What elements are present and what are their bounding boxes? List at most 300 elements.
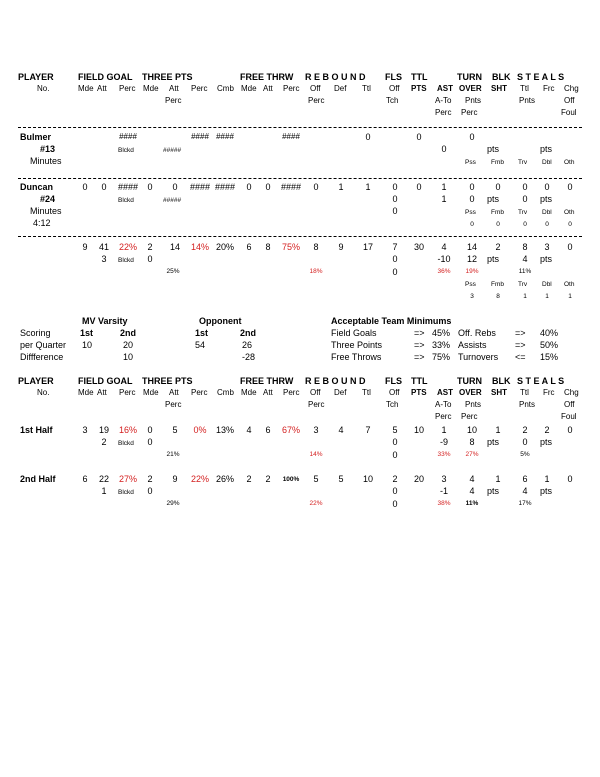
half1-stat-18: 2 (522, 425, 528, 435)
quarter-opp-1st-head: 1st (195, 328, 209, 338)
duncan-steal-val-4: 0 (568, 221, 572, 228)
half2-stat-7: 2 (246, 474, 252, 484)
totals-stat-14: 30 (413, 242, 425, 252)
top-h2-12: Def (334, 84, 347, 93)
half1-stat-1: 19 (98, 425, 110, 435)
bottom-h2-0: No. (37, 388, 50, 397)
totals-r3-4: 19% (465, 268, 479, 275)
half2-r2-6: pts (487, 486, 500, 496)
duncan-r2-0: 0 (392, 194, 398, 204)
totals-stat-1: 41 (98, 242, 110, 252)
top-h1-9: S T E A L S (517, 72, 565, 82)
half2-r3-4: 11% (465, 500, 479, 507)
top-h3-3: A-To (435, 96, 452, 105)
bottom-h1-8: BLK (492, 376, 511, 386)
top-h1-1: FIELD GOAL (78, 72, 133, 82)
half2-stat-18: 6 (522, 474, 528, 484)
half2-r3-0: 29% (166, 500, 180, 507)
top-h2-7: Cmb (217, 84, 234, 93)
minimums-r0-c5: 40% (540, 328, 559, 338)
totals-r3-5: 11% (518, 268, 532, 275)
duncan-stat-12: 1 (365, 182, 371, 192)
totals-steal-sub-3: Dbl (542, 281, 552, 288)
bottom-h2-15: PTS (411, 388, 427, 397)
quarter-label-0: Scoring (20, 328, 51, 338)
bottom-h2-2: Att (97, 388, 107, 397)
half2-stat-10: 5 (313, 474, 319, 484)
quarter-mv-1st-head: 1st (80, 328, 94, 338)
top-h2-3: Perc (119, 84, 136, 93)
minimums-r1-c1: => (414, 340, 425, 350)
duncan-stat-7: 0 (246, 182, 252, 192)
bulmer-steal-sub-3: Dbl (542, 159, 552, 166)
half2-r3-2: 0 (392, 499, 398, 509)
totals-steal-sub-2: Trv (518, 281, 528, 288)
totals-r3-3: 36% (437, 268, 451, 275)
bottom-h2-21: Chg (564, 388, 579, 397)
totals-stat-0: 9 (82, 242, 88, 252)
totals-stat-17: 2 (495, 242, 501, 252)
totals-stat-5: 14% (190, 242, 210, 252)
top-h1-5: FLS (385, 72, 402, 82)
top-h4-0: Perc (435, 108, 452, 117)
bulmer-steal-sub-1: Fmb (491, 159, 504, 166)
player-name-duncan: Duncan (20, 182, 54, 192)
top-h2-0: No. (37, 84, 50, 93)
bottom-h2-20: Frc (543, 388, 555, 397)
minimums-r0-c0: Field Goals (331, 328, 377, 338)
bottom-h4-0: Perc (435, 412, 452, 421)
duncan-stat-14: 0 (416, 182, 422, 192)
bulmer-pts-1: pts (487, 144, 500, 154)
half2-stat-14: 20 (413, 474, 425, 484)
top-h3-4: Pnts (465, 96, 482, 105)
top-h3-1: Perc (308, 96, 325, 105)
bottom-h2-16: AST (437, 388, 453, 397)
half1-stat-11: 4 (338, 425, 344, 435)
half1-stat-7: 4 (246, 425, 252, 435)
top-h2-21: Chg (564, 84, 579, 93)
top-h1-2: THREE PTS (142, 72, 193, 82)
minimums-r1-c0: Three Points (331, 340, 383, 350)
top-h2-2: Att (97, 84, 107, 93)
half2-r3-5: 17% (518, 500, 532, 507)
bulmer-blckd-hash: ##### (163, 147, 182, 154)
totals-r3-2: 0 (392, 267, 398, 277)
half1-stat-3: 0 (147, 425, 153, 435)
totals-steal-val-2: 1 (523, 293, 527, 300)
minimums-r2-c3: Turnovers (458, 352, 499, 362)
bottom-h2-12: Def (334, 388, 347, 397)
duncan-stat-17: 0 (495, 182, 501, 192)
top-h2-20: Frc (543, 84, 555, 93)
half1-stat-8: 6 (265, 425, 271, 435)
top-h1-3: FREE THRW (240, 72, 294, 82)
bottom-h1-2: THREE PTS (142, 376, 193, 386)
bottom-h2-6: Perc (191, 388, 208, 397)
duncan-steal-sub-4: Oth (564, 209, 575, 216)
bottom-h1-3: FREE THRW (240, 376, 294, 386)
half1-stat-15: 1 (441, 425, 447, 435)
half2-label: 2nd Half (20, 474, 56, 484)
top-h2-6: Perc (191, 84, 208, 93)
totals-stat-18: 8 (522, 242, 528, 252)
half2-r2-0: 1 (101, 486, 107, 496)
half2-stat-20: 0 (567, 474, 573, 484)
bottom-h2-11: Off (310, 388, 321, 397)
bottom-h3-2: Tch (386, 400, 399, 409)
bottom-h1-6: TTL (411, 376, 428, 386)
duncan-stat-10: 0 (313, 182, 319, 192)
bulmer-ft-perc: #### (282, 132, 300, 141)
bottom-h3-6: Off (564, 400, 575, 409)
bottom-h1-1: FIELD GOAL (78, 376, 133, 386)
half1-r2-6: pts (487, 437, 500, 447)
player-number-bulmer: #13 (40, 144, 56, 154)
duncan-stat-20: 0 (567, 182, 573, 192)
duncan-steal-val-2: 0 (523, 221, 527, 228)
bottom-h2-13: Ttl (362, 388, 371, 397)
totals-r2-4: -10 (437, 254, 451, 264)
half1-r2-3: 0 (392, 437, 398, 447)
bottom-h3-4: Pnts (465, 400, 482, 409)
bottom-h3-0: Perc (165, 400, 182, 409)
duncan-blckd-hash: ##### (163, 197, 182, 204)
duncan-r2-1: 1 (441, 194, 447, 204)
top-h2-13: Ttl (362, 84, 371, 93)
top-h2-17: OVER (459, 84, 482, 93)
minimums-r0-c3: Off. Rebs (458, 328, 496, 338)
totals-stat-9: 75% (281, 242, 301, 252)
half2-r3-1: 22% (309, 500, 323, 507)
minimums-r0-c4: => (515, 328, 526, 338)
totals-r2-2: 0 (147, 254, 153, 264)
bottom-h2-3: Perc (119, 388, 136, 397)
minimums-r1-c4: => (515, 340, 526, 350)
half2-stat-0: 6 (82, 474, 88, 484)
bulmer-steal-sub-4: Oth (564, 159, 575, 166)
top-h2-8: Mde (241, 84, 257, 93)
quarter-opp-1st: 54 (195, 340, 206, 350)
half2-stat-4: 9 (172, 474, 178, 484)
half2-stat-13: 2 (392, 474, 398, 484)
half1-r2-7: 0 (522, 437, 528, 447)
bottom-h2-10: Perc (283, 388, 300, 397)
totals-r2-0: 3 (101, 254, 107, 264)
top-h1-8: BLK (492, 72, 511, 82)
duncan-stat-16: 0 (469, 182, 475, 192)
minimums-r2-c4: <= (515, 352, 526, 362)
player-name-bulmer: Bulmer (20, 132, 52, 142)
quarter-mv-1st: 10 (82, 340, 93, 350)
duncan-r3-0: 0 (392, 206, 398, 216)
totals-r2-5: 12 (466, 254, 478, 264)
half1-stat-14: 10 (413, 425, 425, 435)
half2-r2-7: 4 (522, 486, 528, 496)
totals-steal-val-3: 1 (545, 293, 549, 300)
bulmer-fg-perc: #### (119, 132, 137, 141)
duncan-steal-val-1: 0 (496, 221, 500, 228)
half2-stat-5: 22% (190, 474, 210, 484)
totals-steal-val-0: 3 (470, 293, 474, 300)
totals-r2-7: 4 (522, 254, 528, 264)
half2-r3-3: 38% (437, 500, 451, 507)
duncan-stat-0: 0 (82, 182, 88, 192)
bottom-h1-4: R E B O U N D (305, 376, 366, 386)
bottom-h4-2: Foul (561, 412, 577, 421)
minimums-r0-c1: => (414, 328, 425, 338)
top-h4-2: Foul (561, 108, 577, 117)
half2-stat-15: 3 (441, 474, 447, 484)
duncan-blckd: Blckd (118, 197, 134, 204)
half1-r2-0: 2 (101, 437, 107, 447)
duncan-stat-1: 0 (101, 182, 107, 192)
totals-r2-3: 0 (392, 254, 398, 264)
bulmer-reb-ttl: 0 (365, 132, 371, 142)
divider-top (18, 127, 582, 128)
top-h2-16: AST (437, 84, 453, 93)
totals-r2-6: pts (487, 254, 500, 264)
top-h1-6: TTL (411, 72, 428, 82)
bottom-h2-18: SHT (491, 388, 507, 397)
top-h2-5: Att (169, 84, 179, 93)
totals-steal-val-1: 8 (496, 293, 500, 300)
quarter-mv-title: MV Varsity (82, 316, 128, 326)
quarter-mv-diff: 10 (123, 352, 134, 362)
duncan-stat-9: #### (280, 182, 302, 192)
bulmer-ast: 0 (441, 144, 447, 154)
minutes-label-duncan: Minutes (30, 206, 62, 216)
duncan-stat-3: 0 (147, 182, 153, 192)
duncan-stat-6: #### (214, 182, 236, 192)
bottom-h3-3: A-To (435, 400, 452, 409)
duncan-steal-sub-2: Trv (518, 209, 528, 216)
totals-r2-8: pts (540, 254, 553, 264)
totals-stat-3: 2 (147, 242, 153, 252)
totals-steal-sub-4: Oth (564, 281, 575, 288)
half2-r2-5: 4 (469, 486, 475, 496)
duncan-stat-15: 1 (441, 182, 447, 192)
divider-bulmer (18, 178, 582, 179)
half2-blckd: Blckd (118, 489, 134, 496)
bottom-h2-14: Off (389, 388, 400, 397)
duncan-steal-sub-0: Pss (465, 209, 476, 216)
minimums-r1-c3: Assists (458, 340, 487, 350)
duncan-stat-11: 1 (338, 182, 344, 192)
bottom-h2-19: Ttl (520, 388, 529, 397)
minimums-r2-c5: 15% (540, 352, 559, 362)
top-h1-7: TURN (457, 72, 482, 82)
top-h2-14: Off (389, 84, 400, 93)
totals-stat-12: 17 (362, 242, 374, 252)
quarter-opp-2nd-head: 2nd (240, 328, 257, 338)
totals-stat-10: 8 (313, 242, 319, 252)
half1-stat-20: 0 (567, 425, 573, 435)
quarter-opp-title: Opponent (199, 316, 242, 326)
minutes-value-duncan: 4:12 (33, 218, 51, 228)
bottom-h1-7: TURN (457, 376, 482, 386)
duncan-r2-4: 0 (522, 194, 528, 204)
top-h2-4: Mde (143, 84, 159, 93)
half1-stat-12: 7 (365, 425, 371, 435)
bulmer-cmb: #### (216, 132, 234, 141)
minimums-r2-c2: 75% (432, 352, 451, 362)
top-h2-19: Ttl (520, 84, 529, 93)
minimums-r2-c0: Free Throws (331, 352, 382, 362)
half1-r3-2: 0 (392, 450, 398, 460)
half2-r2-2: 0 (147, 486, 153, 496)
half1-r3-1: 14% (309, 451, 323, 458)
half1-label: 1st Half (20, 425, 53, 435)
totals-stat-16: 14 (466, 242, 478, 252)
top-h2-11: Off (310, 84, 321, 93)
bulmer-steal-sub-2: Trv (518, 159, 528, 166)
half1-stat-0: 3 (82, 425, 88, 435)
half1-stat-16: 10 (466, 425, 478, 435)
half2-stat-12: 10 (362, 474, 374, 484)
bulmer-turn: 0 (469, 132, 475, 142)
totals-stat-7: 6 (246, 242, 252, 252)
half2-stat-17: 1 (495, 474, 501, 484)
bulmer-pts-2: pts (540, 144, 553, 154)
top-h2-1: Mde (78, 84, 94, 93)
half2-stat-8: 2 (265, 474, 271, 484)
bottom-h1-5: FLS (385, 376, 402, 386)
minimums-r1-c5: 50% (540, 340, 559, 350)
half2-stat-1: 22 (98, 474, 110, 484)
bottom-h2-8: Mde (241, 388, 257, 397)
minimums-r0-c2: 45% (432, 328, 451, 338)
bottom-h2-1: Mde (78, 388, 94, 397)
quarter-opp-2nd: 26 (242, 340, 253, 350)
bottom-h2-4: Mde (143, 388, 159, 397)
totals-stat-11: 9 (338, 242, 344, 252)
half1-r3-3: 33% (437, 451, 451, 458)
totals-steal-sub-1: Fmb (491, 281, 504, 288)
top-h1-0: PLAYER (18, 72, 54, 82)
totals-r3-0: 25% (166, 268, 180, 275)
half1-r2-4: -9 (439, 437, 449, 447)
totals-stat-13: 7 (392, 242, 398, 252)
quarter-mv-2nd-head: 2nd (120, 328, 137, 338)
duncan-steal-sub-3: Dbl (542, 209, 552, 216)
totals-stat-15: 4 (441, 242, 447, 252)
half2-stat-3: 2 (147, 474, 153, 484)
bulmer-fls: 0 (416, 132, 422, 142)
half2-r2-8: pts (540, 486, 553, 496)
duncan-stat-19: 0 (544, 182, 550, 192)
bottom-h2-9: Att (263, 388, 273, 397)
top-h1-4: R E B O U N D (305, 72, 366, 82)
duncan-stat-8: 0 (265, 182, 271, 192)
half2-stat-6: 26% (215, 474, 235, 484)
minutes-label-bulmer: Minutes (30, 156, 62, 166)
bulmer-three-perc: #### (191, 132, 209, 141)
totals-stat-20: 0 (567, 242, 573, 252)
duncan-stat-18: 0 (522, 182, 528, 192)
bottom-h2-17: OVER (459, 388, 482, 397)
half1-r2-8: pts (540, 437, 553, 447)
half1-stat-5: 0% (193, 425, 207, 435)
totals-steal-sub-0: Pss (465, 281, 476, 288)
top-h3-0: Perc (165, 96, 182, 105)
half1-stat-4: 5 (172, 425, 178, 435)
minimums-r1-c2: 33% (432, 340, 451, 350)
top-h3-6: Off (564, 96, 575, 105)
minimums-title: Acceptable Team Minimums (331, 316, 452, 326)
top-h3-2: Tch (386, 96, 399, 105)
quarter-label-2: Diffference (20, 352, 64, 362)
totals-stat-4: 14 (169, 242, 181, 252)
bottom-h3-5: Pnts (519, 400, 536, 409)
half1-r3-4: 27% (465, 451, 479, 458)
half2-r2-4: -1 (439, 486, 449, 496)
duncan-r2-3: pts (487, 194, 500, 204)
bottom-h1-0: PLAYER (18, 376, 54, 386)
top-h2-10: Perc (283, 84, 300, 93)
totals-stat-19: 3 (544, 242, 550, 252)
totals-stat-6: 20% (215, 242, 235, 252)
half2-stat-19: 1 (544, 474, 550, 484)
half1-r2-2: 0 (147, 437, 153, 447)
half1-r3-5: 5% (520, 451, 530, 458)
half2-stat-9: 100% (282, 476, 300, 483)
half1-stat-2: 16% (118, 425, 138, 435)
half2-stat-16: 4 (469, 474, 475, 484)
bottom-h3-1: Perc (308, 400, 325, 409)
bulmer-blckd: Blckd (118, 147, 134, 154)
top-h2-18: SHT (491, 84, 507, 93)
half2-stat-11: 5 (338, 474, 344, 484)
duncan-stat-5: #### (189, 182, 211, 192)
duncan-r2-2: 0 (469, 194, 475, 204)
half1-stat-17: 1 (495, 425, 501, 435)
quarter-opp-diff: -28 (242, 352, 256, 362)
divider-duncan (18, 236, 582, 237)
duncan-steal-val-3: 0 (545, 221, 549, 228)
totals-steal-val-4: 1 (568, 293, 572, 300)
duncan-stat-2: #### (117, 182, 139, 192)
half1-stat-10: 3 (313, 425, 319, 435)
bottom-h1-9: S T E A L S (517, 376, 565, 386)
half1-r2-5: 8 (469, 437, 475, 447)
bulmer-steal-sub-0: Pss (465, 159, 476, 166)
half1-stat-9: 67% (281, 425, 301, 435)
duncan-stat-4: 0 (172, 182, 178, 192)
half2-stat-2: 27% (118, 474, 138, 484)
quarter-mv-2nd: 20 (123, 340, 134, 350)
totals-blckd: Blckd (118, 257, 134, 264)
half2-r2-3: 0 (392, 486, 398, 496)
minimums-r2-c1: => (414, 352, 425, 362)
player-number-duncan: #24 (40, 194, 56, 204)
bottom-h2-7: Cmb (217, 388, 234, 397)
half1-stat-13: 5 (392, 425, 398, 435)
bottom-h4-1: Perc (461, 412, 478, 421)
duncan-steal-sub-1: Fmb (491, 209, 504, 216)
half1-r3-0: 21% (166, 451, 180, 458)
top-h4-1: Perc (461, 108, 478, 117)
quarter-label-1: per Quarter (20, 340, 67, 350)
bottom-h2-5: Att (169, 388, 179, 397)
half1-stat-6: 13% (215, 425, 235, 435)
half1-stat-19: 2 (544, 425, 550, 435)
duncan-steal-val-0: 0 (470, 221, 474, 228)
duncan-r2-5: pts (540, 194, 553, 204)
top-h2-15: PTS (411, 84, 427, 93)
duncan-stat-13: 0 (392, 182, 398, 192)
top-h2-9: Att (263, 84, 273, 93)
